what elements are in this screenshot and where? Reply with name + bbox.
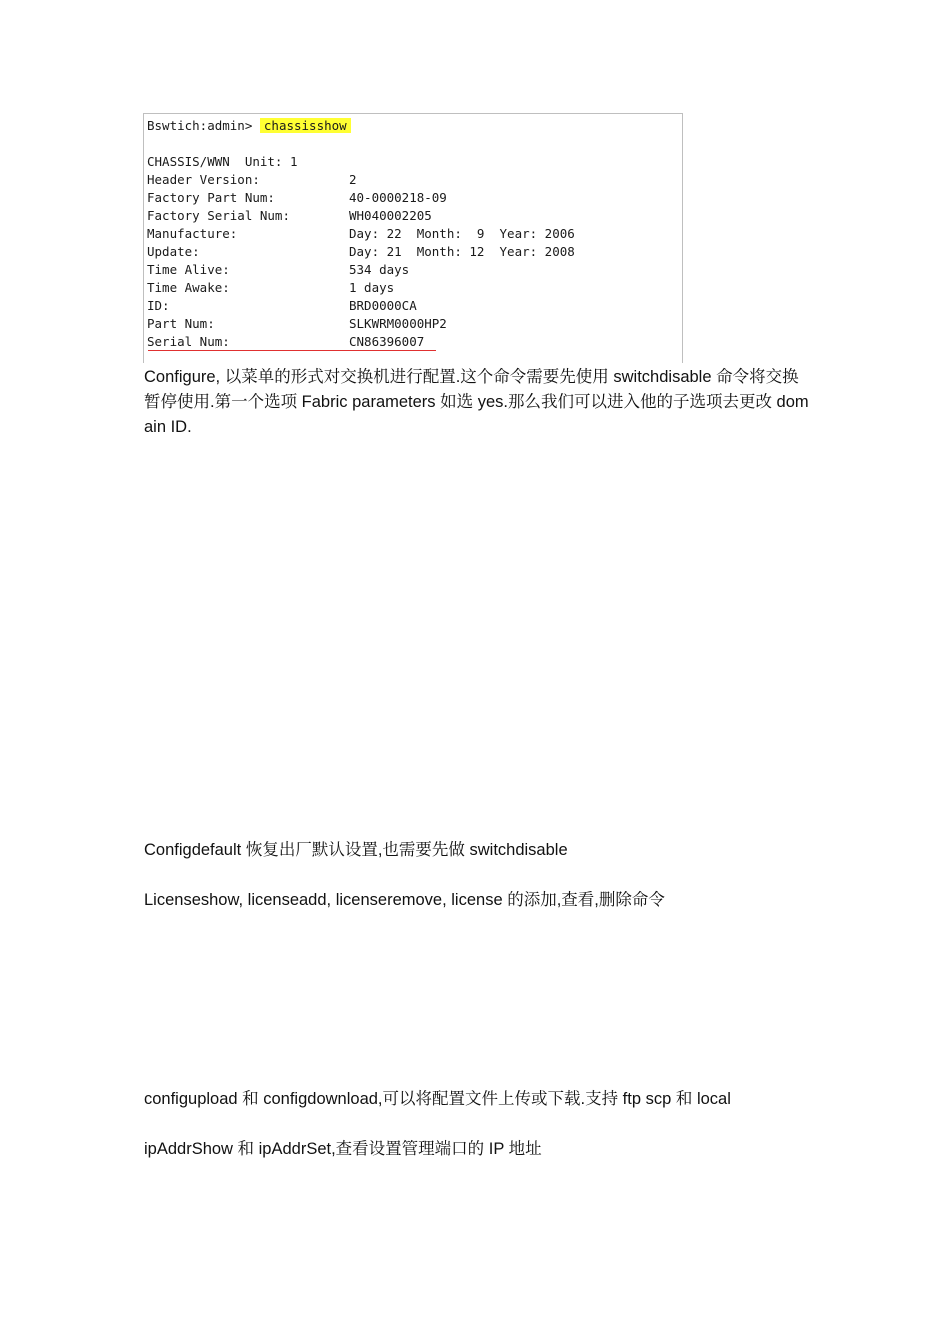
terminal-prompt-line — [147, 117, 351, 135]
terminal-row — [147, 297, 667, 315]
row-value: Day: 21 Month: 12 Year: 2008 — [349, 244, 575, 259]
row-value: SLKWRM0000HP2 — [349, 316, 447, 331]
paragraph-ipaddr: ipAddrShow 和 ipAddrSet,查看设置管理端口的 IP 地址 — [144, 1140, 542, 1158]
row-label: Time Alive: — [147, 262, 230, 277]
row-value: BRD0000CA — [349, 298, 417, 313]
row-label: Part Num: — [147, 316, 215, 331]
terminal-row — [147, 315, 667, 333]
terminal-row — [147, 261, 667, 279]
terminal-row — [147, 171, 667, 189]
terminal-row — [147, 243, 667, 261]
paragraph-configupload: configupload 和 configdownload,可以将配置文件上传或下载.支持 ftp scp 和 local — [144, 1090, 731, 1108]
row-value: Day: 22 Month: 9 Year: 2006 — [349, 226, 575, 241]
row-label: Factory Part Num: — [147, 190, 275, 205]
row-value: 2 — [349, 172, 357, 187]
row-label: Manufacture: — [147, 226, 238, 241]
terminal-prompt: Bswtich:admin> — [147, 118, 260, 133]
terminal-command: chassisshow — [260, 118, 351, 133]
row-value: WH040002205 — [349, 208, 432, 223]
row-value: 534 days — [349, 262, 410, 277]
terminal-row — [147, 333, 667, 351]
terminal-row — [147, 207, 667, 225]
row-label: Factory Serial Num: — [147, 208, 290, 223]
row-label: Header Version: — [147, 172, 260, 187]
row-label: Time Awake: — [147, 280, 230, 295]
row-label: Update: — [147, 244, 200, 259]
paragraph-configure: Configure, 以菜单的形式对交换机进行配置.这个命令需要先使用 switchdisable 命令将交换暂停使用.第一个选项 Fabric parameters 如选 yes.那么我们可以进入他的子选项去更改 domain ID. — [144, 368, 809, 436]
row-value: 40-0000218-09 — [349, 190, 447, 205]
terminal-row — [147, 279, 667, 297]
paragraph-configdefault: Configdefault 恢复出厂默认设置,也需要先做 switchdisable — [144, 841, 568, 859]
serial-num-underline — [148, 350, 436, 351]
paragraph-license: Licenseshow, licenseadd, licenseremove, license 的添加,查看,删除命令 — [144, 891, 665, 909]
chassis-header-line: CHASSIS/WWN Unit: 1 — [147, 154, 298, 169]
row-value: 1 days — [349, 280, 395, 295]
terminal-screenshot — [143, 113, 683, 363]
row-value: CN86396007 — [349, 334, 425, 349]
terminal-row — [147, 225, 667, 243]
terminal-row — [147, 189, 667, 207]
row-label: Serial Num: — [147, 334, 230, 349]
row-label: ID: — [147, 298, 170, 313]
